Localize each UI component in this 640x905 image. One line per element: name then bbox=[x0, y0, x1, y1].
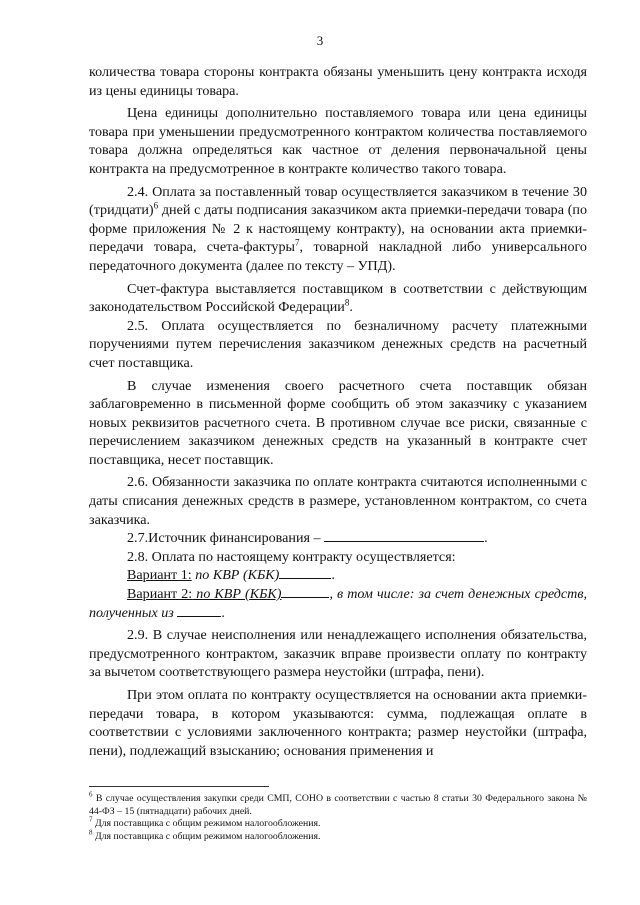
footnote-6 bbox=[89, 790, 587, 818]
variant-1-text: по КВР (КБК) bbox=[191, 567, 280, 584]
footnote-separator bbox=[89, 786, 269, 787]
text-2-4-c: , товарной накладной либо универсального передаточного документа (далее по тексту – УПД). bbox=[89, 239, 587, 274]
footnote-6-text: В случае осуществления закупки среди СМП, СОНО в соответствии с частью 8 статьи 30 Федерального закона № 44-ФЗ – 15 (пятнадцати) рабочих дней. bbox=[89, 793, 587, 817]
paragraph-unit-price: Цена единицы дополнительно поставляемого товара или цена единицы товара при уменьшении предусмотренного контрактом количества поставляемого товара должна определяться как частное от деления первоначальной цены контракта на предусмотренное в контракте количество такого товара. bbox=[89, 105, 587, 177]
text-2-7: 2.7.Источник финансирования – bbox=[127, 530, 321, 547]
text-2-4-b: дней с даты подписания заказчиком акта приемки-передачи товара (по форме приложения № 2 к настоящему контракту), на основании акта приемки-передачи товара, счета-фактуры bbox=[89, 202, 587, 256]
paragraph-invoice bbox=[89, 280, 587, 317]
paragraph-2-8: 2.8. Оплата по настоящему контракту осуществляется: bbox=[127, 548, 456, 565]
page-number: 3 bbox=[316, 33, 324, 48]
variant-2 bbox=[89, 585, 587, 622]
footnote-7-mark: 7 bbox=[89, 815, 93, 824]
paragraph-2-6: 2.6. Обязанности заказчика по оплате контракта считаются исполненными с даты списания денежных средств в размере, установленном контрактом, со счета заказчика. bbox=[89, 474, 587, 528]
variant-2-end: . bbox=[221, 604, 225, 621]
footnote-8 bbox=[89, 828, 587, 844]
paragraph-2-5: 2.5. Оплата осуществляется по безналичному расчету платежными поручениями путем перечисления заказчиком денежных средств на расчетный счет поставщика. bbox=[89, 317, 587, 371]
variant-1-label: Вариант 1: bbox=[127, 567, 192, 584]
blank-variant-2-source bbox=[177, 604, 221, 617]
paragraph-quantity-price: количества товара стороны контракта обязаны уменьшить цену контракта исходя из цены единицы товара. bbox=[89, 64, 587, 99]
variant-2-text: по КВР (КБК) bbox=[192, 586, 282, 603]
variant-1-end: . bbox=[331, 567, 335, 584]
footnote-8-text: Для поставщика с общим режимом налогообложения. bbox=[92, 830, 321, 842]
text-2-4-a: 2.4. Оплата за поставленный товар осуществляется заказчиком в течение 30 (тридцати) bbox=[89, 183, 587, 219]
paragraph-payment-act: При этом оплата по контракту осуществляется на основании акта приемки-передачи товара, в котором указываются: сумма, подлежащая оплате в соответствии с условиями заключенного контракта; размер неустойки (штрафа, пени), подлежащий взысканию; основания применения и bbox=[89, 687, 587, 759]
footnote-7-text: Для поставщика с общим режимом налогообложения. bbox=[92, 818, 321, 829]
blank-variant-1-kbk bbox=[279, 566, 331, 579]
text-invoice-a: Счет-фактура выставляется поставщиком в соответствии с действующим законодательством Российской Федерации bbox=[89, 280, 587, 316]
footnote-ref-7: 7 bbox=[295, 237, 300, 248]
text-2-7-end: . bbox=[484, 530, 488, 547]
variant-2-rest: , в том числе: за счет денежных средств, полученных из bbox=[89, 586, 587, 621]
paragraph-account-change: В случае изменения своего расчетного счета поставщик обязан заблаговременно в письменной форме сообщить об этом заказчику с указанием новых реквизитов расчетного счета. В противном случае все риски, связанные с перечислением заказчиком денежных средств на указанный в контракте счет поставщика, несет поставщик. bbox=[89, 377, 587, 468]
footnotes bbox=[89, 790, 587, 843]
blank-variant-2-kbk bbox=[281, 585, 329, 598]
variant-2-label: Вариант 2: bbox=[127, 586, 193, 603]
text-invoice-b: . bbox=[349, 299, 353, 316]
footnote-7 bbox=[89, 815, 587, 831]
blank-funding-source bbox=[324, 529, 484, 542]
footnote-ref-6: 6 bbox=[153, 200, 159, 211]
paragraph-2-7-funding bbox=[89, 529, 587, 548]
document-body bbox=[89, 63, 587, 760]
footnote-ref-8: 8 bbox=[344, 297, 350, 308]
paragraph-2-4-payment bbox=[89, 183, 587, 276]
variant-1 bbox=[127, 566, 587, 585]
footnote-8-mark: 8 bbox=[89, 828, 93, 837]
footnote-6-mark: 6 bbox=[89, 790, 93, 799]
paragraph-2-9: 2.9. В случае неисполнения или ненадлежащего исполнения обязательства, предусмотренного контрактом, заказчик вправе произвести оплату по контракту за вычетом соответствующего размера неустойки (штрафа, пени). bbox=[89, 627, 587, 681]
